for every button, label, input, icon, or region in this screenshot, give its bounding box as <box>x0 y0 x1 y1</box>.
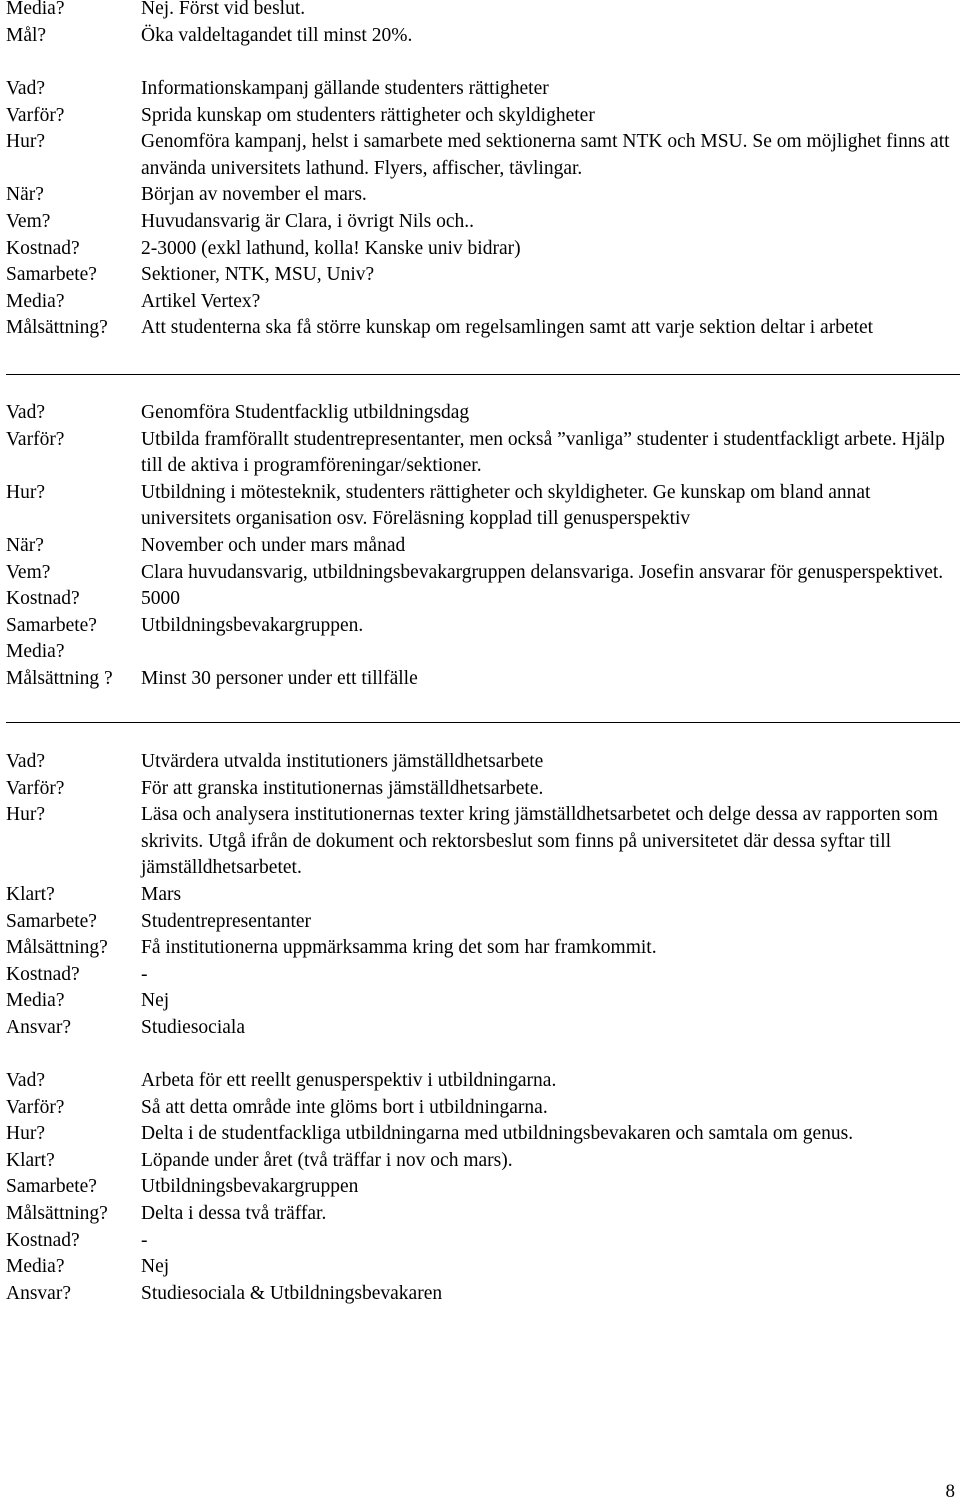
field-label: Kostnad? <box>6 237 80 259</box>
section-block <box>6 749 960 1042</box>
field-label: Kostnad? <box>6 963 80 985</box>
field-row <box>6 209 960 236</box>
field-label: Vad? <box>6 751 45 772</box>
field-label: Media? <box>6 1256 65 1278</box>
field-row <box>6 988 960 1015</box>
field-label: När? <box>6 184 44 206</box>
field-label: Ansvar? <box>6 1016 71 1038</box>
field-value: Artikel Vertex? <box>141 290 261 312</box>
field-label: Varför? <box>6 104 65 126</box>
field-value: Sprida kunskap om studenters rättigheter och skyldigheter <box>141 104 595 126</box>
field-row <box>6 882 960 909</box>
field-row <box>6 427 960 480</box>
field-row <box>6 1148 960 1175</box>
field-label: Målsättning? <box>6 937 108 959</box>
field-value: 5000 <box>141 588 180 610</box>
field-row <box>6 666 960 693</box>
field-row <box>6 289 960 316</box>
field-value: - <box>141 963 148 985</box>
field-row <box>6 560 960 587</box>
field-label: Hur? <box>6 131 45 153</box>
field-value <box>141 639 960 666</box>
field-label: Samarbete? <box>6 614 97 636</box>
field-label: Vad? <box>6 78 45 99</box>
field-row <box>6 749 960 776</box>
field-row <box>6 533 960 560</box>
field-value: Studentrepresentanter <box>141 910 312 932</box>
field-row <box>6 1015 960 1042</box>
field-row <box>6 586 960 613</box>
section-divider <box>6 722 960 723</box>
field-value: Utvärdera utvalda institutioners jämställdhetsarbete <box>141 751 544 772</box>
field-label: Media? <box>6 0 65 19</box>
field-row <box>6 236 960 263</box>
field-label: Vad? <box>6 402 45 423</box>
field-row <box>6 1174 960 1201</box>
field-label: Målsättning? <box>6 1202 108 1224</box>
field-value: Att studenterna ska få större kunskap om regelsamlingen samt att varje sektion deltar i arbetet <box>141 317 874 339</box>
field-value: Utbildningsbevakargruppen <box>141 1176 359 1198</box>
field-label: Media? <box>6 641 65 663</box>
field-value: Genomföra Studentfacklig utbildningsdag <box>141 402 470 423</box>
field-row <box>6 909 960 936</box>
field-row <box>6 400 960 427</box>
field-value: Så att detta område inte glöms bort i utbildningarna. <box>141 1096 548 1118</box>
field-row <box>6 0 960 23</box>
field-value: Huvudansvarig är Clara, i övrigt Nils och.. <box>141 210 475 232</box>
field-row <box>6 613 960 640</box>
field-value: Minst 30 personer under ett tillfälle <box>141 667 418 689</box>
field-value: Delta i dessa två träffar. <box>141 1202 327 1224</box>
field-value: Få institutionerna uppmärksamma kring det som har framkommit. <box>141 937 657 959</box>
field-row <box>6 1228 960 1255</box>
field-label: Samarbete? <box>6 1176 97 1198</box>
field-label: Mål? <box>6 24 47 46</box>
field-label: Samarbete? <box>6 264 97 286</box>
field-label: Samarbete? <box>6 910 97 932</box>
section-block <box>6 1068 960 1307</box>
field-label: Hur? <box>6 481 45 503</box>
field-row <box>6 182 960 209</box>
field-label: Kostnad? <box>6 588 80 610</box>
field-label: Media? <box>6 290 65 312</box>
field-label: Vem? <box>6 210 51 232</box>
field-value: Nej. Först vid beslut. <box>141 0 306 19</box>
section-block <box>6 400 960 693</box>
field-row <box>6 802 960 882</box>
field-label: Hur? <box>6 1123 45 1145</box>
field-label: När? <box>6 534 44 556</box>
field-row <box>6 1121 960 1148</box>
field-value: Clara huvudansvarig, utbildningsbevakargruppen delansvariga. Josefin ansvarar för genusperspektivet. <box>141 561 944 583</box>
field-row <box>6 776 960 803</box>
field-row <box>6 315 960 342</box>
field-label: Målsättning ? <box>6 667 113 689</box>
field-value: Läsa och analysera institutionernas texter kring jämställdhetsarbetet och delge dessa av rapporten som skrivits. Utgå ifrån de dokument och rektorsbeslut som finns på universitetet där dessa syftar till jämställdhetsarbetet. <box>141 804 939 879</box>
field-value: För att granska institutionernas jämställdhetsarbete. <box>141 777 544 799</box>
field-label: Varför? <box>6 777 65 799</box>
field-label: Media? <box>6 990 65 1012</box>
field-label: Varför? <box>6 428 65 450</box>
page-number: 8 <box>945 1481 955 1502</box>
field-value: Mars <box>141 883 182 905</box>
field-row <box>6 935 960 962</box>
field-label: Varför? <box>6 1096 65 1118</box>
field-row <box>6 1281 960 1308</box>
section-block <box>6 76 960 342</box>
section-divider <box>6 374 960 375</box>
field-row <box>6 129 960 182</box>
field-value: Informationskampanj gällande studenters rättigheter <box>141 78 549 99</box>
field-row <box>6 103 960 130</box>
field-value: 2-3000 (exkl lathund, kolla! Kanske univ bidrar) <box>141 237 521 259</box>
field-value: Början av november el mars. <box>141 184 367 206</box>
field-value: Genomföra kampanj, helst i samarbete med sektionerna samt NTK och MSU. Se om möjlighet finns att använda universitets lathund. Flyers, affischer, tävlingar. <box>141 131 950 179</box>
field-row <box>6 1068 960 1095</box>
field-value: Delta i de studentfackliga utbildningarna med utbildningsbevakaren och samtala om genus. <box>141 1123 854 1145</box>
field-value: Sektioner, NTK, MSU, Univ? <box>141 264 375 286</box>
field-label: Vad? <box>6 1070 45 1091</box>
field-label: Klart? <box>6 1149 55 1171</box>
field-value: Nej <box>141 1256 170 1278</box>
field-label: Klart? <box>6 883 55 905</box>
field-value: Öka valdeltagandet till minst 20%. <box>141 24 413 46</box>
field-row <box>6 1201 960 1228</box>
field-label: Vem? <box>6 561 51 583</box>
field-label: Kostnad? <box>6 1229 80 1251</box>
field-value: Utbilda framförallt studentrepresentanter, men också ”vanliga” studenter i studentfackligt arbete. Hjälp till de aktiva i programföreningar/sektioner. <box>141 428 945 477</box>
field-label: Hur? <box>6 804 45 826</box>
field-label: Ansvar? <box>6 1282 71 1304</box>
field-value: - <box>141 1229 148 1251</box>
field-value: Studiesociala <box>141 1016 245 1038</box>
field-label: Målsättning? <box>6 317 108 339</box>
field-value: Utbildning i mötesteknik, studenters rättigheter och skyldigheter. Ge kunskap om bland annat universitets organisation osv. Föreläsning kopplad till genusperspektiv <box>141 481 871 530</box>
section-block <box>6 0 960 49</box>
field-value: Studiesociala & Utbildningsbevakaren <box>141 1282 443 1304</box>
field-row <box>6 23 960 50</box>
field-value: November och under mars månad <box>141 534 406 556</box>
field-value: Arbeta för ett reellt genusperspektiv i utbildningarna. <box>141 1070 557 1091</box>
field-row <box>6 1254 960 1281</box>
field-value: Löpande under året (två träffar i nov och mars). <box>141 1149 513 1171</box>
field-row <box>6 480 960 533</box>
field-row <box>6 639 960 666</box>
field-value: Nej <box>141 990 170 1012</box>
field-value: Utbildningsbevakargruppen. <box>141 614 364 636</box>
field-row <box>6 262 960 289</box>
field-row <box>6 962 960 989</box>
field-row <box>6 1095 960 1122</box>
field-row <box>6 76 960 103</box>
